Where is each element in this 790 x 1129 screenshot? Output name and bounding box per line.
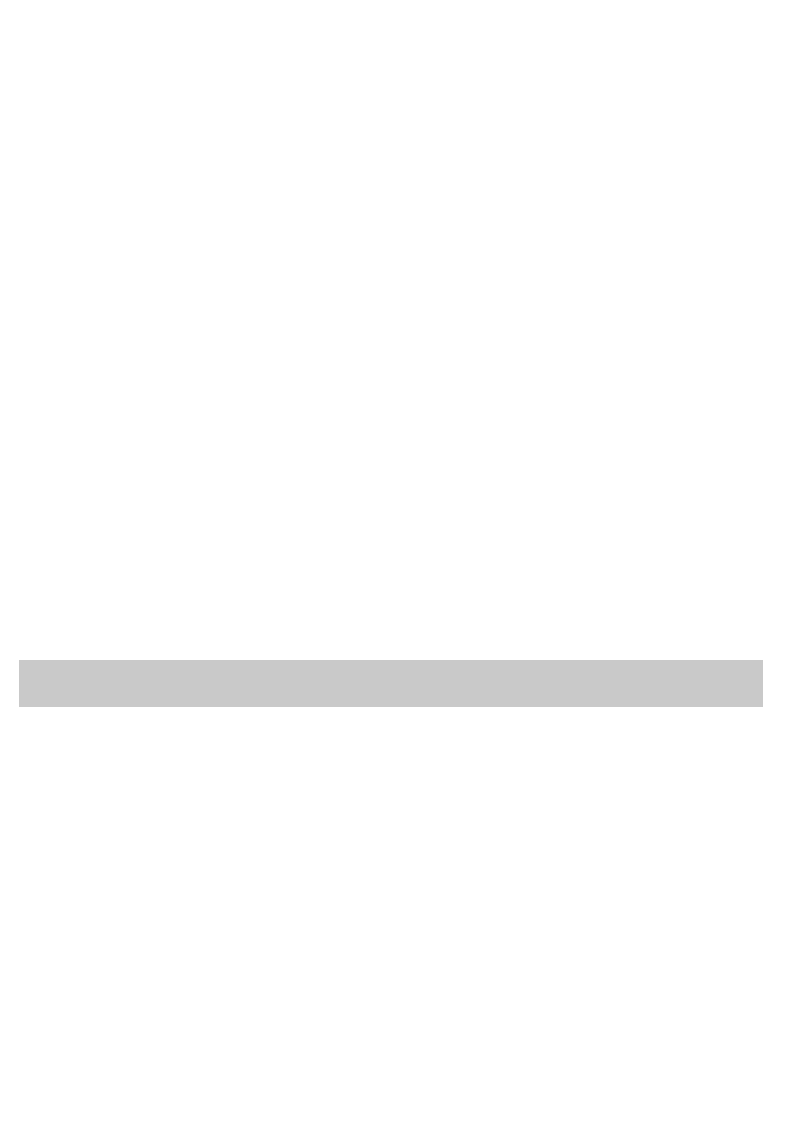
section-title-transmit xyxy=(19,660,763,707)
